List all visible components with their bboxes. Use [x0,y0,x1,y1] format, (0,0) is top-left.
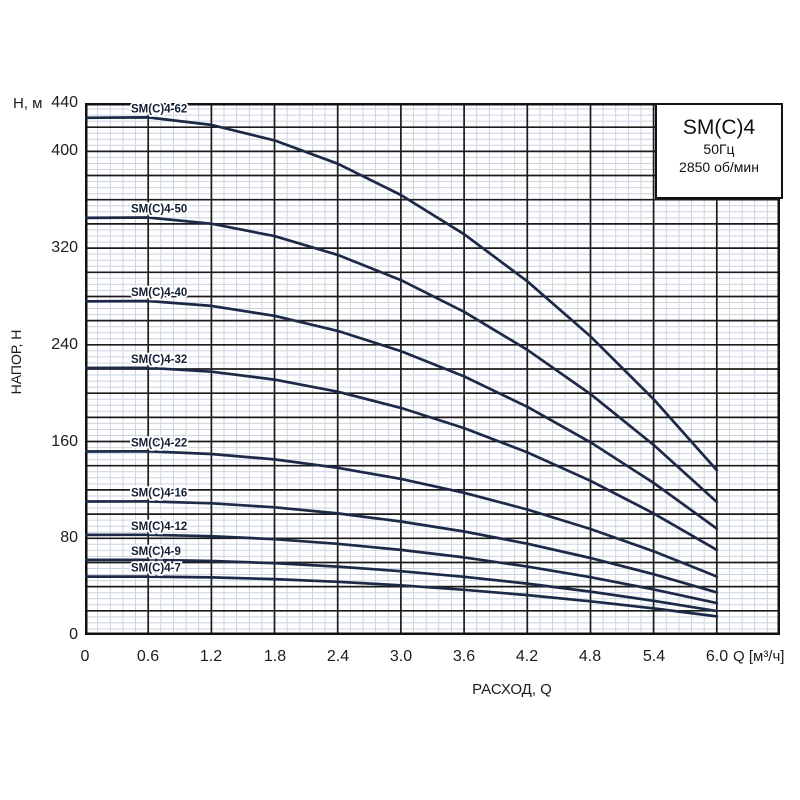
x-tick-label: 4.8 [578,648,602,665]
curve-label: SM(C)4-22 [131,437,188,450]
curve-label: SM(C)4-50 [131,203,188,216]
x-tick-label: 1.2 [199,648,223,665]
legend-box [655,103,783,199]
x-axis-title: РАСХОД, Q [472,681,552,698]
y-tick-label: 440 [51,94,78,111]
legend-series-name: SM(C)4 [682,116,756,139]
y-tick-label: 0 [69,626,78,643]
curve-label: SM(C)4-9 [131,545,181,558]
y-axis-title: НАПОР, Н [8,329,24,395]
curve-label: SM(C)4-7 [131,562,181,575]
curve-label: SM(C)4-62 [131,103,188,116]
legend-frequency: 50Гц [703,141,735,157]
y-tick-label: 160 [51,433,78,450]
x-tick-label: 5.4 [642,648,666,665]
x-tick-label: 0.6 [136,648,160,665]
x-axis-unit-label: Q [м³/ч] [733,648,785,665]
x-tick-label: 3.6 [452,648,476,665]
curve-label: SM(C)4-40 [131,287,188,299]
legend-speed: 2850 об/мин [679,159,759,176]
curve-label: SM(C)4-16 [131,487,188,500]
y-tick-label: 240 [51,336,78,353]
x-tick-label: 0 [80,648,90,665]
x-tick-label: 1.8 [263,648,287,665]
y-tick-label: 80 [60,529,78,546]
x-tick-label: 3.0 [389,648,413,665]
y-tick-label: 320 [51,239,78,256]
curve-label: SM(C)4-12 [131,520,188,533]
y-tick-label: 400 [51,142,78,159]
x-tick-label: 6.0 [705,648,729,665]
y-axis-unit-label: Н, м [13,95,43,112]
curve-label: SM(C)4-32 [131,353,188,366]
x-tick-label: 4.2 [515,648,539,665]
x-tick-label: 2.4 [326,648,350,665]
